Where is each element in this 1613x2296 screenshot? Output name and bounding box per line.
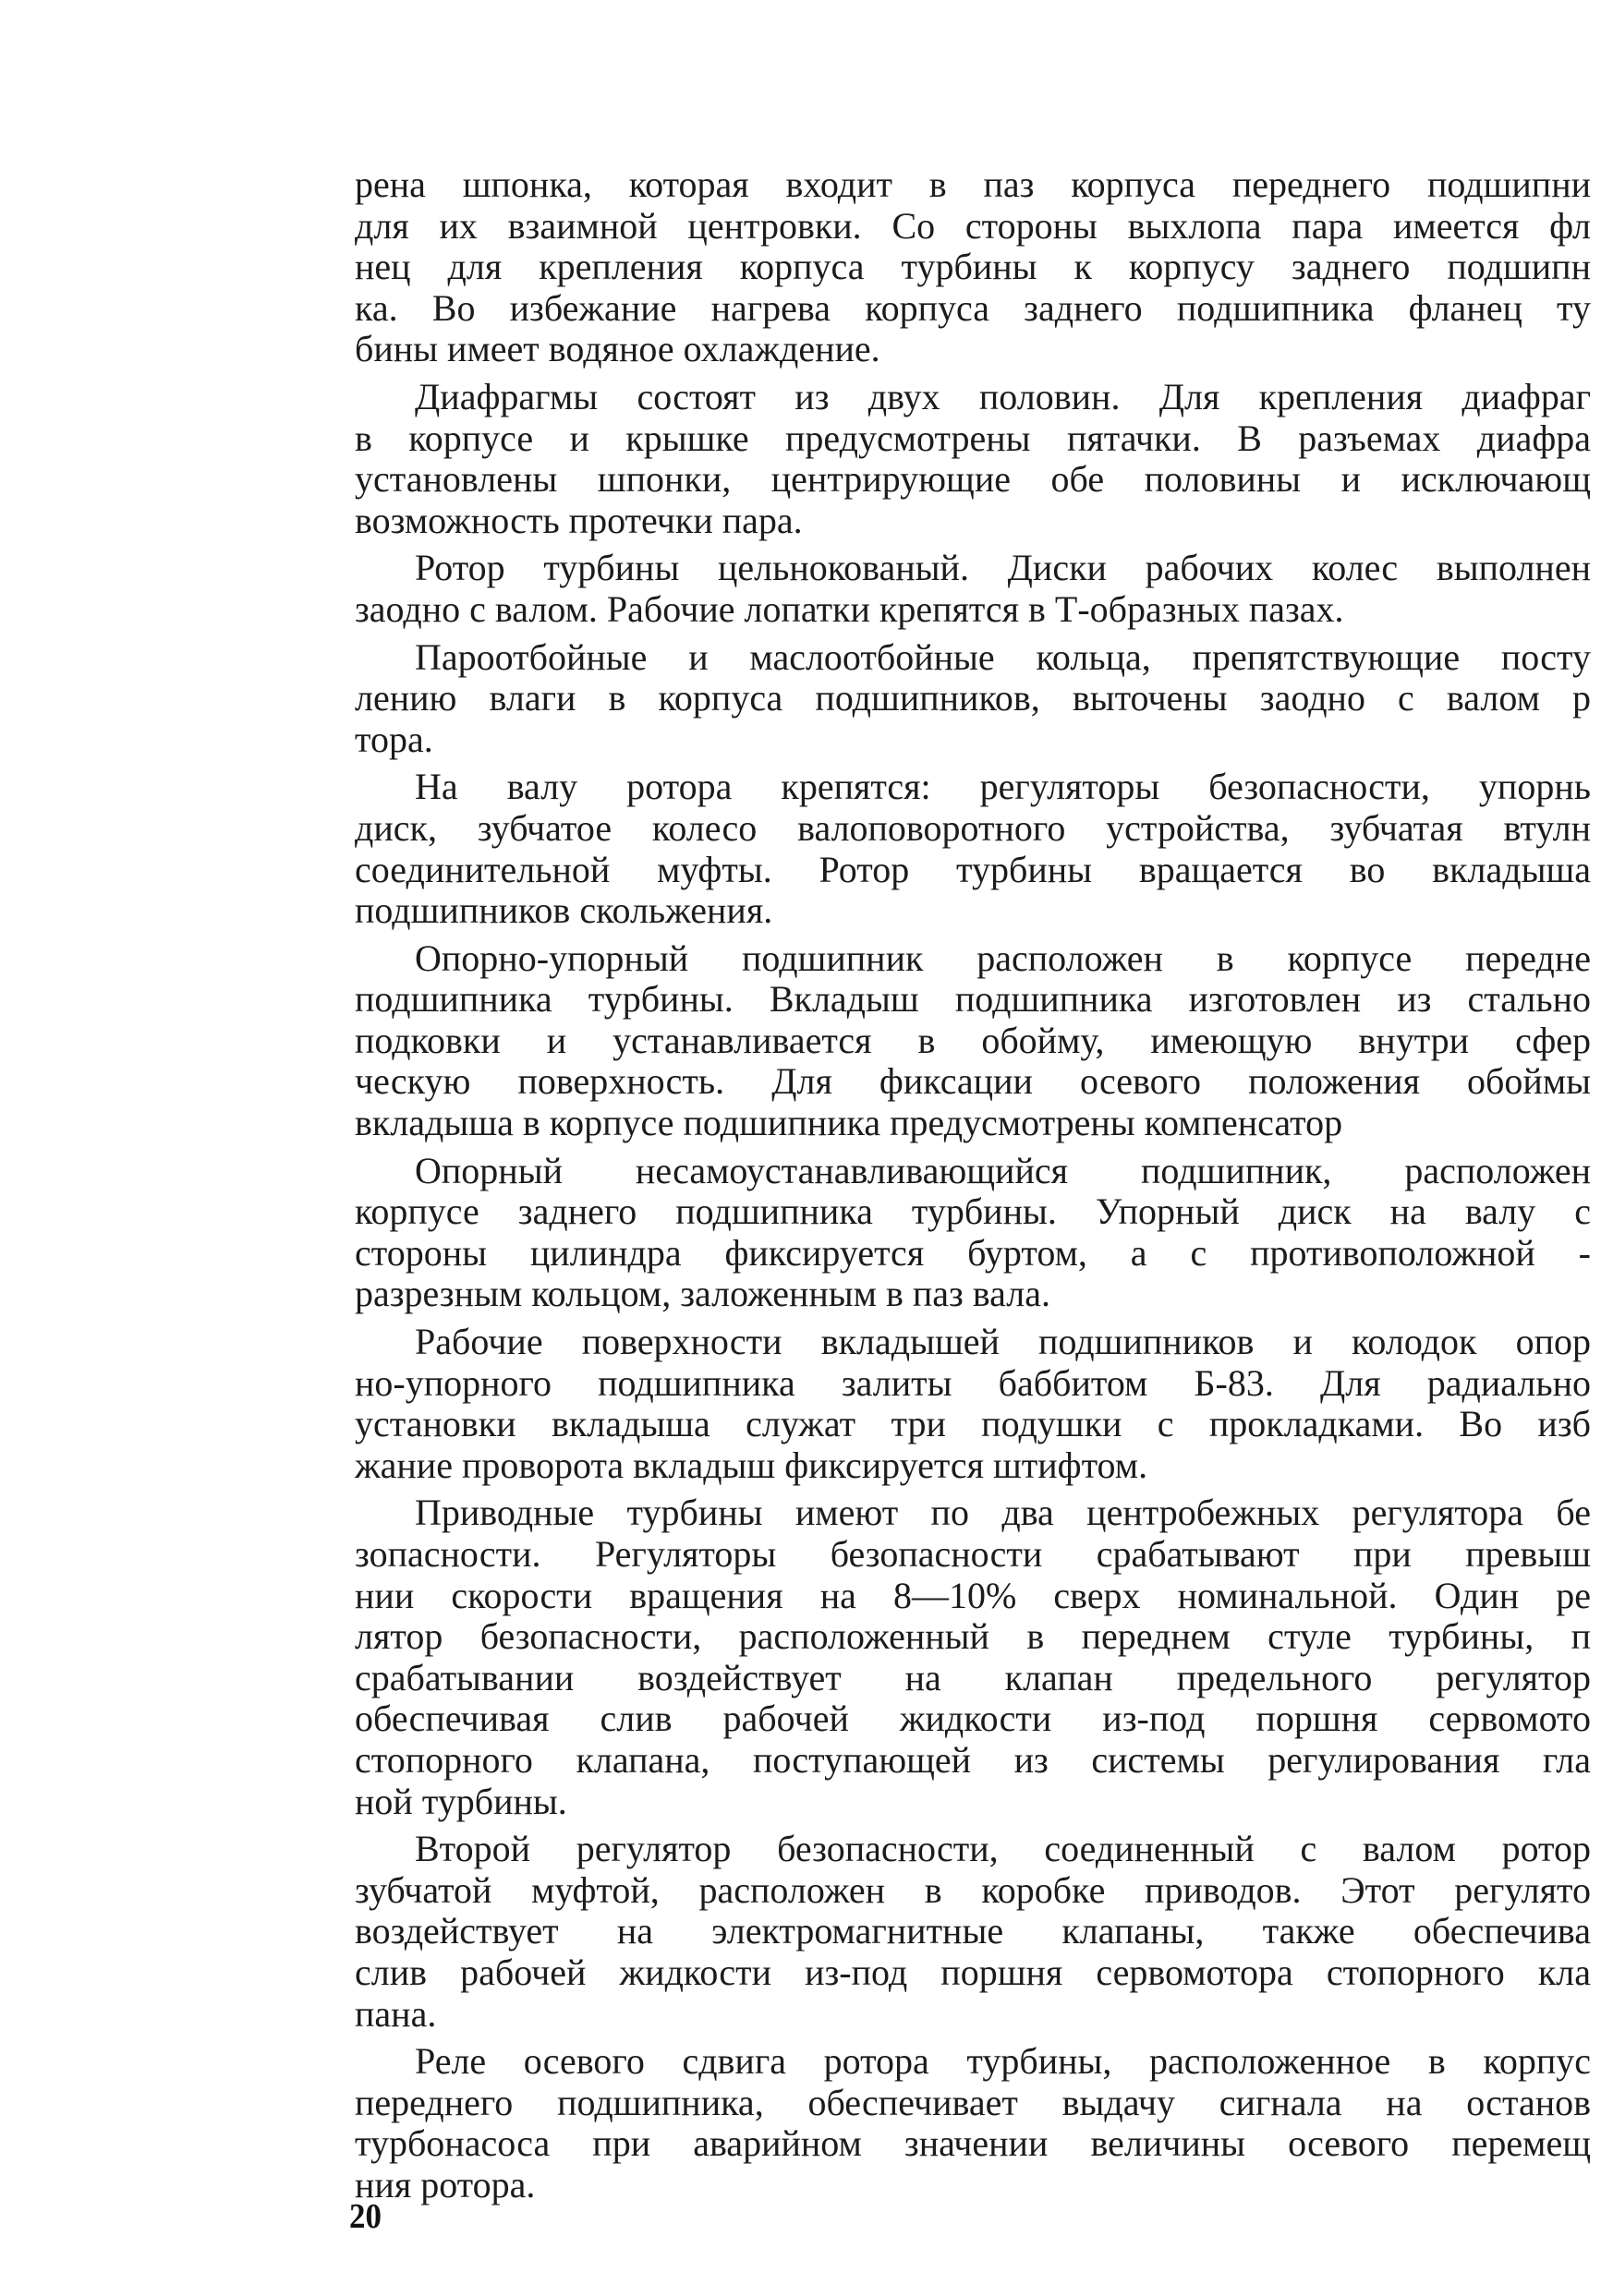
text-line: Пароотбойные и маслоотбойные кольца, препятствующие посту — [415, 636, 1591, 678]
text-line: бины имеет водяное охлаждение. — [355, 329, 880, 370]
text-line: лению влаги в корпуса подшипников, выточены заодно с валом р — [355, 678, 1591, 719]
text-line: Второй регулятор безопасности, соединенный с валом ротор — [415, 1829, 1591, 1870]
text-line: жание проворота вкладыш фиксируется штифтом. — [355, 1444, 1148, 1486]
text-line: На валу ротора крепятся: регуляторы безопасности, упорнь — [415, 767, 1591, 808]
paragraph — [355, 1829, 1591, 2035]
text-line: Реле осевого сдвига ротора турбины, расположенное в корпус — [415, 2041, 1591, 2083]
text-line: установки вкладыша служат три подушки с прокладками. Во изб — [355, 1404, 1591, 1445]
text-line: разрезным кольцом, заложенным в паз вала. — [355, 1274, 1050, 1315]
text-line: вкладыша в корпусе подшипника предусмотрены компенсатор — [355, 1103, 1343, 1144]
paragraph — [355, 548, 1591, 630]
text-line: но-упорного подшипника залиты баббитом Б-83. Для радиально — [355, 1362, 1591, 1404]
text-line: ной турбины. — [355, 1781, 567, 1822]
text-line: диск, зубчатое колесо валоповоротного устройства, зубчатая втулн — [355, 807, 1591, 849]
text-line: срабатывании воздействует на клапан предельного регулятор — [355, 1657, 1591, 1698]
text-line: Опорно-упорный подшипник расположен в корпусе передне — [415, 937, 1591, 979]
paragraph — [355, 1492, 1591, 1822]
text-line: тора. — [355, 719, 433, 760]
page-number: 20 — [349, 2197, 382, 2236]
text-line: Приводные турбины имеют по два центробежных регулятора бе — [415, 1492, 1591, 1534]
text-line: ческую поверхность. Для фиксации осевого положения обоймы — [355, 1061, 1591, 1103]
text-line: корпусе заднего подшипника турбины. Упорный диск на валу с — [355, 1191, 1591, 1233]
text-line: пана. — [355, 1993, 437, 2035]
text-line: установлены шпонки, центрирующие обе половины и исключающ — [355, 459, 1591, 501]
paragraph — [355, 377, 1591, 541]
text-line: нии скорости вращения на 8—10% сверх номинальной. Один ре — [355, 1575, 1591, 1616]
paragraph — [355, 1322, 1591, 1486]
paragraph — [355, 637, 1591, 761]
text-line: возможность протечки пара. — [355, 500, 803, 541]
text-line: лятор безопасности, расположенный в переднем стуле турбины, п — [355, 1616, 1591, 1658]
text-line: Диафрагмы состоят из двух половин. Для крепления диафраг — [415, 376, 1591, 417]
text-line: ния ротора. — [355, 2164, 536, 2205]
text-line: зубчатой муфтой, расположен в коробке приводов. Этот регулято — [355, 1869, 1591, 1911]
text-line: стороны цилиндра фиксируется буртом, а с противоположной - — [355, 1232, 1591, 1274]
text-line: Ротор турбины цельнокованый. Диски рабочих колес выполнен — [415, 548, 1591, 589]
paragraph — [355, 767, 1591, 931]
text-line: зопасности. Регуляторы безопасности срабатывают при превыш — [355, 1534, 1591, 1575]
text-line: подшипников скольжения. — [355, 890, 773, 932]
text-line: подковки и устанавливается в обойму, имеющую внутри сфер — [355, 1020, 1591, 1061]
paragraph — [355, 2041, 1591, 2205]
text-line: обеспечивая слив рабочей жидкости из-под поршня сервомото — [355, 1698, 1591, 1740]
text-line: для их взаимной центровки. Со стороны выхлопа пара имеется фл — [355, 205, 1591, 247]
paragraph — [355, 164, 1591, 370]
text-line: воздействует на электромагнитные клапаны, также обеспечива — [355, 1911, 1591, 1952]
text-line: Опорный несамоустанавливающийся подшипник, расположен — [415, 1150, 1591, 1191]
body-text — [355, 164, 1591, 2213]
text-line: соединительной муфты. Ротор турбины вращается во вкладыша — [355, 849, 1591, 890]
text-line: стопорного клапана, поступающей из системы регулирования гла — [355, 1739, 1591, 1781]
text-line: в корпусе и крышке предусмотрены пятачки. В разъемах диафра — [355, 417, 1591, 459]
text-line: заодно с валом. Рабочие лопатки крепятся в Т-образных пазах. — [355, 588, 1344, 630]
text-line: Рабочие поверхности вкладышей подшипников и колодок опор — [415, 1322, 1591, 1363]
text-line: нец для крепления корпуса турбины к корпусу заднего подшипн — [355, 247, 1591, 288]
text-line: ка. Во избежание нагрева корпуса заднего подшипника фланец ту — [355, 287, 1591, 329]
text-line: турбонасоса при аварийном значении величины осевого перемещ — [355, 2123, 1591, 2165]
text-line: рена шпонка, которая входит в паз корпуса переднего подшипни — [355, 164, 1591, 205]
paragraph — [355, 1151, 1591, 1315]
text-line: подшипника турбины. Вкладыш подшипника изготовлен из стально — [355, 979, 1591, 1021]
text-line: переднего подшипника, обеспечивает выдачу сигнала на останов — [355, 2082, 1591, 2123]
paragraph — [355, 938, 1591, 1144]
text-line: слив рабочей жидкости из-под поршня сервомотора стопорного кла — [355, 1952, 1591, 1993]
